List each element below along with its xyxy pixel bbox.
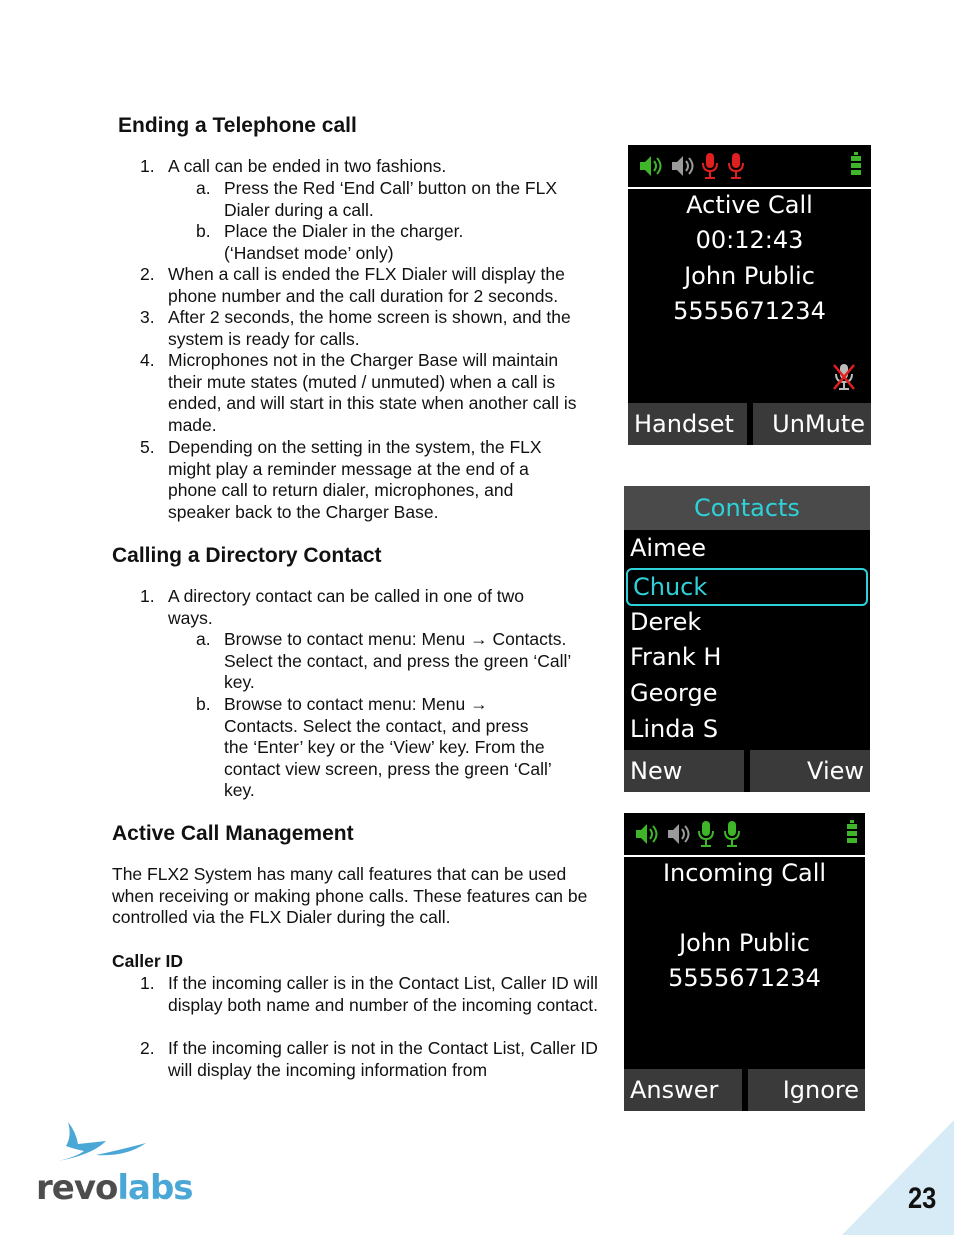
- contact-item[interactable]: Derek: [630, 608, 702, 636]
- handset-softkey[interactable]: Handset: [628, 403, 747, 445]
- softkey-bar: [628, 403, 871, 445]
- speaker-icon: [664, 821, 692, 847]
- view-softkey[interactable]: View: [750, 750, 870, 792]
- page-number: 23: [908, 1182, 937, 1215]
- microphone-icon: [722, 819, 742, 849]
- section-title-ending-call: Ending a Telephone call: [118, 114, 357, 137]
- microphone-icon: [700, 151, 720, 181]
- caller-id-heading: Caller ID: [112, 951, 183, 971]
- caller-number: 5555671234: [668, 964, 821, 992]
- speaker-on-icon: [632, 821, 660, 847]
- battery-icon: [846, 820, 858, 848]
- unmute-softkey[interactable]: UnMute: [753, 403, 872, 445]
- contacts-screen: [624, 486, 870, 792]
- contact-item-selected[interactable]: Chuck: [626, 568, 868, 606]
- softkey-bar: [624, 750, 870, 792]
- softkey-bar: [624, 1069, 865, 1111]
- section-title-directory-contact: Calling a Directory Contact: [112, 544, 382, 567]
- speaker-on-icon: [636, 153, 664, 179]
- contact-item[interactable]: George: [630, 679, 718, 707]
- page-corner-triangle: [842, 1120, 954, 1235]
- incoming-call-screen: [624, 813, 865, 1111]
- call-status: Active Call: [686, 191, 813, 219]
- caller-number: 5555671234: [673, 297, 826, 325]
- call-status: Incoming Call: [662, 859, 827, 887]
- active-call-screen: [628, 145, 871, 445]
- ignore-softkey[interactable]: Ignore: [748, 1069, 866, 1111]
- caller-name: John Public: [679, 929, 810, 957]
- call-duration: 00:12:43: [695, 226, 804, 254]
- section-title-active-call-management: Active Call Management: [112, 822, 354, 845]
- status-bar: [628, 145, 871, 189]
- status-bar: [624, 813, 865, 857]
- logo-labs: labs: [117, 1168, 193, 1208]
- contact-item[interactable]: Frank H: [630, 643, 722, 671]
- revolabs-logo: [36, 1122, 193, 1212]
- contact-item[interactable]: Linda S: [630, 715, 719, 743]
- new-softkey[interactable]: New: [624, 750, 744, 792]
- muted-microphone-icon: [830, 361, 858, 393]
- caller-name: John Public: [684, 262, 815, 290]
- logo-wordmark: [36, 1168, 193, 1208]
- contacts-header: Contacts: [624, 486, 870, 530]
- speaker-icon: [668, 153, 696, 179]
- contact-item[interactable]: Aimee: [630, 534, 706, 562]
- logo-revo: revo: [36, 1168, 118, 1208]
- microphone-icon: [696, 819, 716, 849]
- battery-icon: [850, 152, 862, 180]
- intro-paragraph: The FLX2 System has many call features that can be used when receiving or making phone calls. These features can be controlled via the FLX Dialer during the call.: [112, 864, 588, 928]
- answer-softkey[interactable]: Answer: [624, 1069, 742, 1111]
- microphone-icon: [726, 151, 746, 181]
- shark-fin-icon: [56, 1122, 151, 1167]
